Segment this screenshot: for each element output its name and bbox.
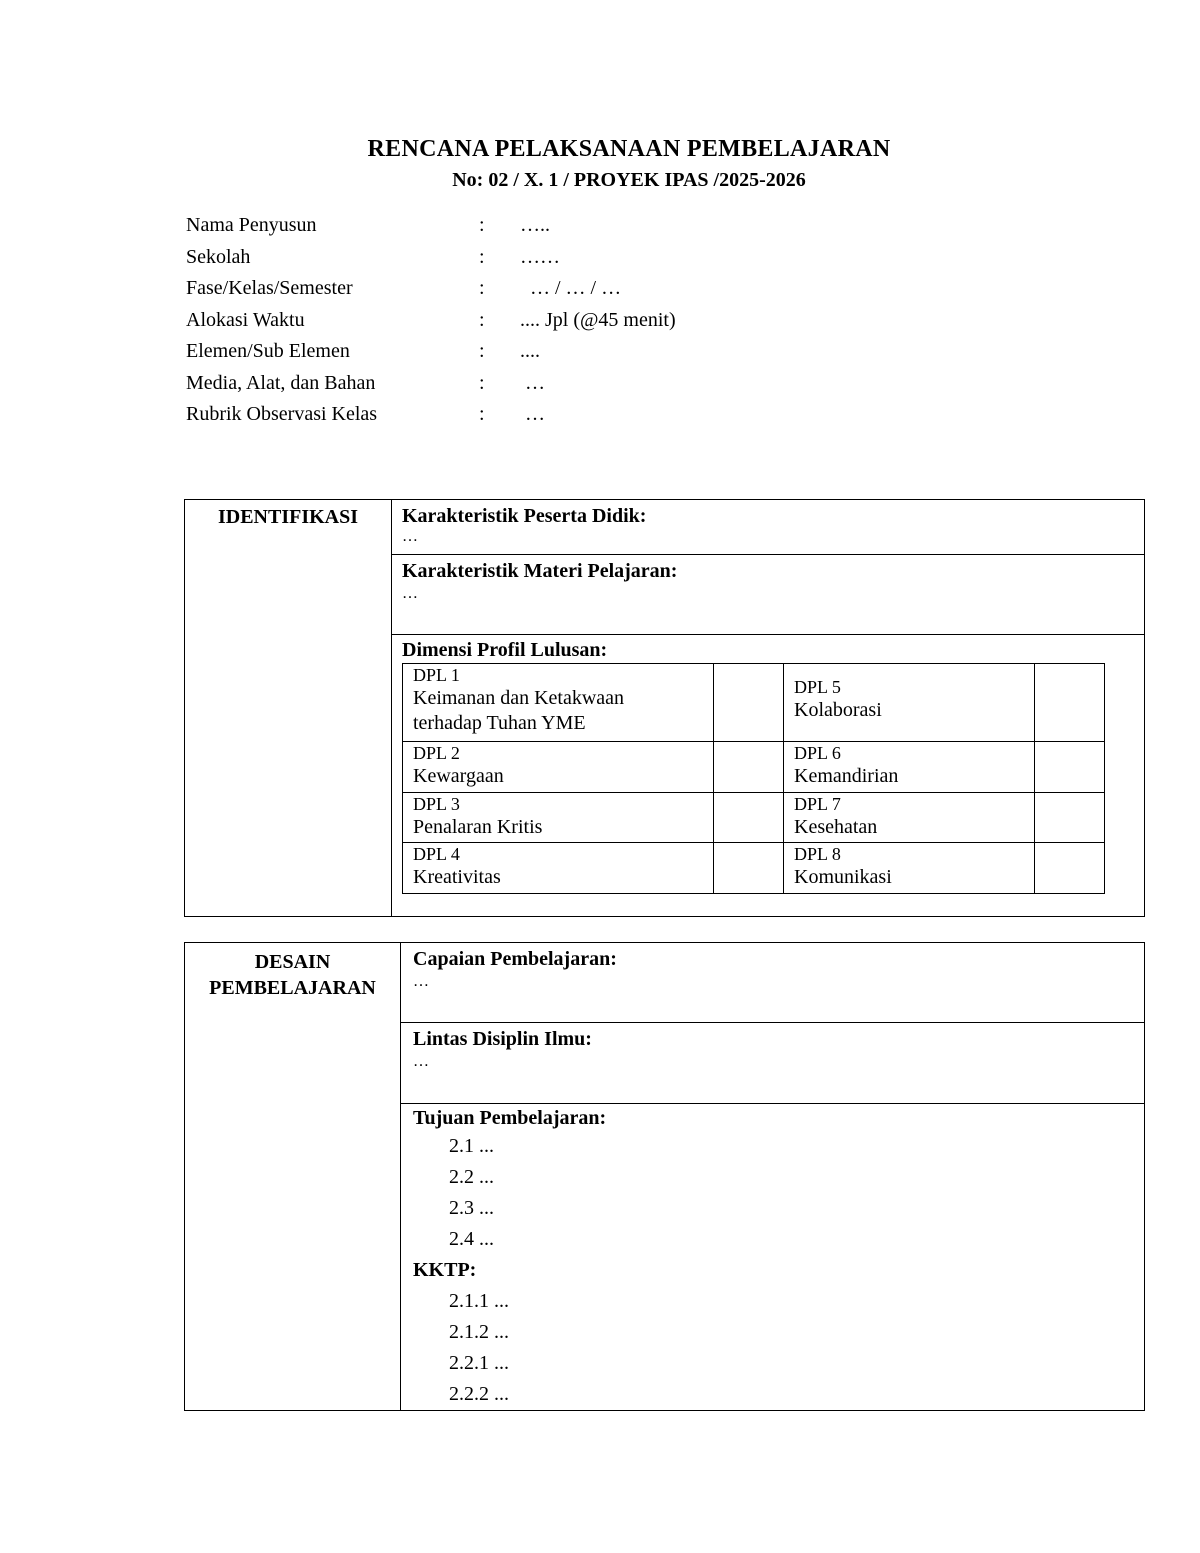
desain-table [184,942,1145,1411]
kktp-label: KKTP: [413,1259,477,1281]
peserta-section [392,500,1145,555]
capaian-value: … [413,973,429,990]
tujuan-item: 2.1 ... [449,1135,494,1157]
dpl-check-cell[interactable] [1035,742,1105,793]
identifikasi-heading-text: IDENTIFIKASI [217,506,359,528]
capaian-section [401,943,1145,1023]
dpl-row [403,664,1105,742]
identifikasi-heading [185,500,392,917]
info-separator: : [479,308,485,331]
dpl-row [403,793,1105,843]
info-value: … [520,403,545,425]
peserta-label: Karakteristik Peserta Didik: [402,505,647,527]
dpl-check-cell[interactable] [714,793,784,843]
info-separator: : [479,277,485,299]
info-value: .... Jpl (@45 menit) [520,308,676,331]
info-label: Nama Penyusun [186,214,317,236]
dpl-check-cell[interactable] [1035,793,1105,843]
dpl-code: DPL 4 [413,844,460,864]
document-title: RENCANA PELAKSANAAN PEMBELAJARAN [367,136,891,162]
peserta-value: … [402,528,418,545]
dpl-check-cell[interactable] [714,664,784,742]
dpl-cell [403,793,714,843]
dpl-cell [403,664,714,742]
info-separator: : [479,371,485,394]
info-value: .... [520,340,540,362]
info-value: … / … / … [520,277,622,299]
dpl-cell [784,843,1035,894]
dpl-cell [403,742,714,793]
dpl-name: Kewargaan [413,765,504,787]
dpl-code: DPL 5 [794,677,841,697]
dpl-check-cell[interactable] [714,843,784,894]
materi-section [392,555,1145,635]
info-value: …… [520,245,560,268]
dpl-table [402,663,1105,894]
info-label: Sekolah [186,245,251,268]
info-separator: : [479,245,485,268]
tujuan-item: 2.4 ... [449,1228,494,1250]
dpl-check-cell[interactable] [1035,843,1105,894]
info-value: ….. [520,214,550,236]
dpl-cell [784,742,1035,793]
info-label: Elemen/Sub Elemen [186,340,350,362]
materi-label: Karakteristik Materi Pelajaran: [402,560,678,582]
dpl-code: DPL 7 [794,794,841,814]
dpl-check-cell[interactable] [1035,664,1105,742]
info-separator: : [479,403,485,425]
kktp-item: 2.1.2 ... [449,1321,509,1343]
tujuan-item: 2.3 ... [449,1197,494,1219]
dpl-code: DPL 6 [794,743,841,763]
dpl-name: Keimanan dan Ketakwaan terhadap Tuhan YME [413,687,625,734]
info-separator: : [479,340,485,362]
capaian-label: Capaian Pembelajaran: [413,948,617,970]
dpl-name: Kolaborasi [794,699,882,721]
tujuan-label: Tujuan Pembelajaran: [413,1107,607,1129]
document-number: No: 02 / X. 1 / PROYEK IPAS /2025-2026 [452,169,806,191]
dpl-cell [784,793,1035,843]
kktp-item: 2.1.1 ... [449,1290,509,1312]
dpl-name: Kesehatan [794,816,878,838]
dpl-row [403,843,1105,894]
dpl-code: DPL 1 [413,665,460,685]
identifikasi-table [184,499,1145,917]
info-label: Alokasi Waktu [186,308,305,331]
info-label: Rubrik Observasi Kelas [186,403,378,425]
dpl-cell [784,664,1035,742]
dpl-table-wrap [392,663,1144,916]
tujuan-item: 2.2 ... [449,1166,494,1188]
kktp-item: 2.2.1 ... [449,1352,509,1374]
info-value: … [520,371,545,394]
dpl-name: Kemandirian [794,765,899,787]
lintas-label: Lintas Disiplin Ilmu: [413,1028,592,1050]
desain-heading [185,943,401,1411]
dpl-name: Kreativitas [413,866,501,888]
dpl-name: Komunikasi [794,866,892,888]
materi-value: … [402,585,418,602]
kktp-item: 2.2.2 ... [449,1383,509,1405]
dpl-row [403,742,1105,793]
lintas-value: … [413,1053,429,1070]
lintas-section [401,1023,1145,1104]
desain-heading-line1: DESAIN [254,951,331,973]
info-separator: : [479,214,485,236]
dpl-label: Dimensi Profil Lulusan: [402,639,608,661]
tujuan-section [401,1104,1145,1411]
dpl-code: DPL 2 [413,743,460,763]
dpl-code: DPL 8 [794,844,841,864]
dpl-section [392,635,1145,917]
dpl-check-cell[interactable] [714,742,784,793]
info-label: Fase/Kelas/Semester [186,277,353,299]
dpl-code: DPL 3 [413,794,460,814]
desain-heading-line2: PEMBELAJARAN [209,977,376,999]
dpl-cell [403,843,714,894]
info-label: Media, Alat, dan Bahan [186,371,376,394]
dpl-name: Penalaran Kritis [413,816,543,838]
